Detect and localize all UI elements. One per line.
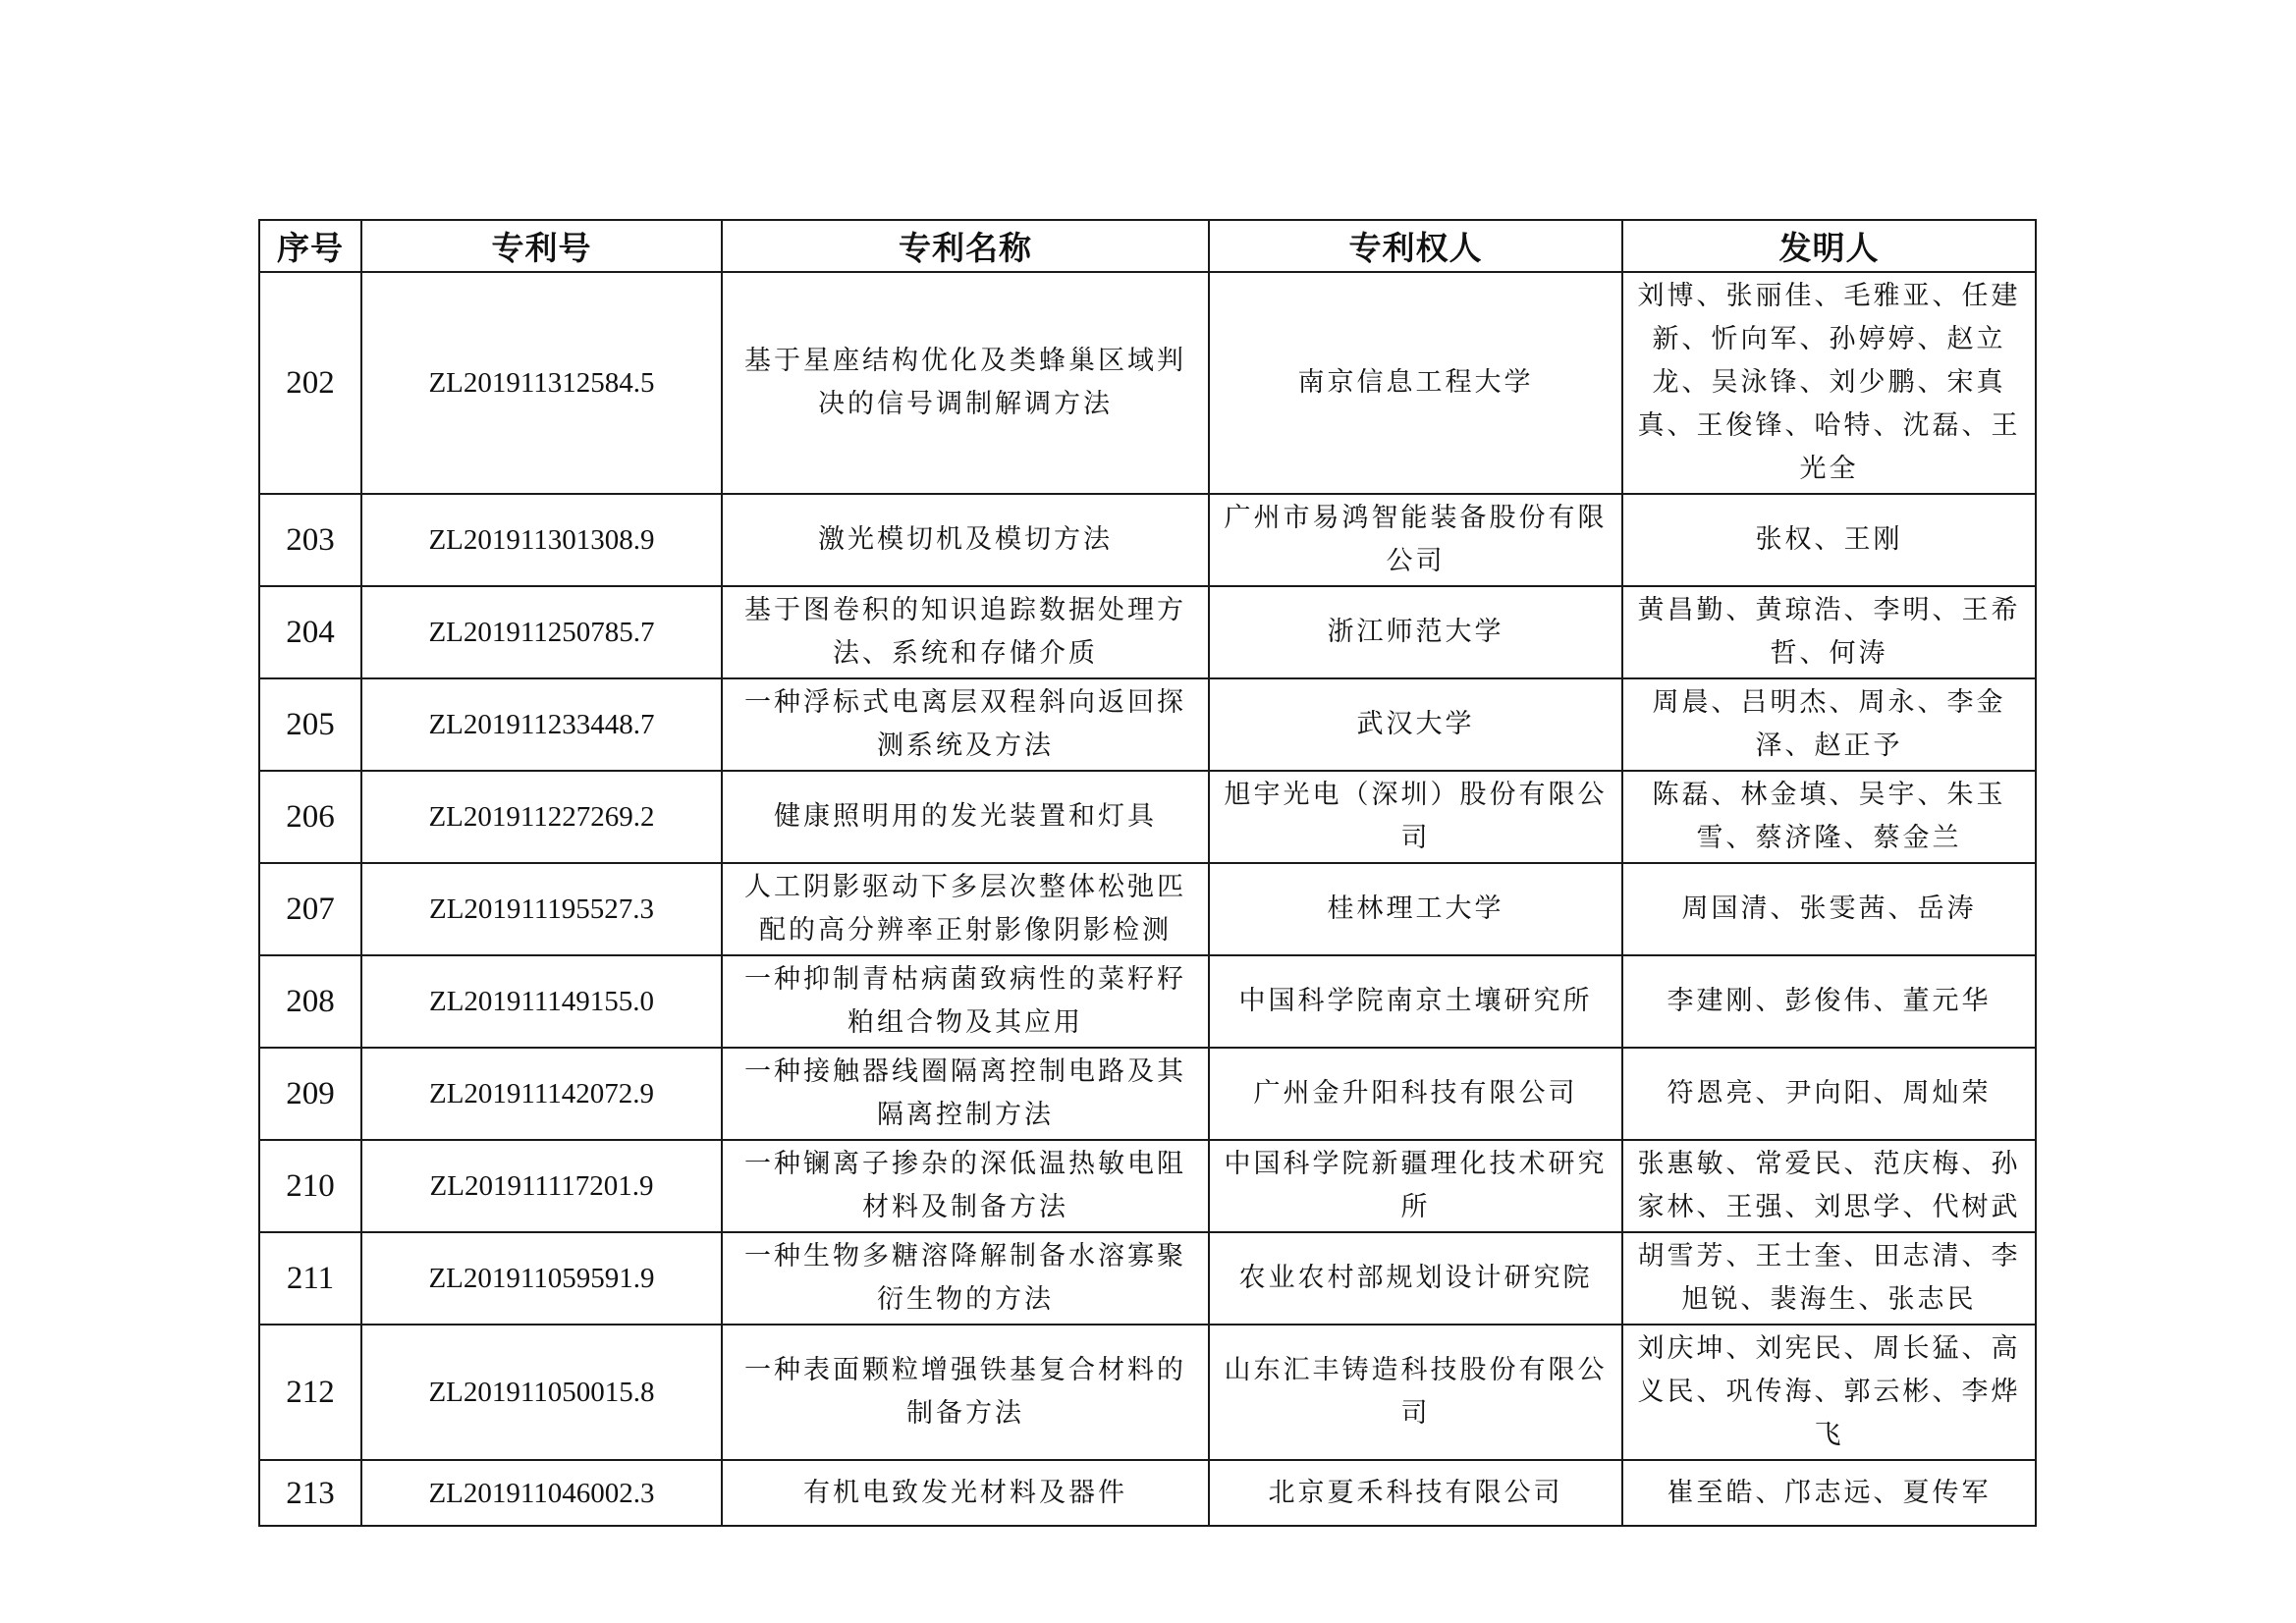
cell-seq: 206 — [259, 771, 361, 863]
cell-patent-name: 激光模切机及模切方法 — [722, 494, 1209, 586]
cell-patent-name: 一种抑制青枯病菌致病性的菜籽籽粕组合物及其应用 — [722, 955, 1209, 1048]
cell-patentee: 南京信息工程大学 — [1209, 272, 1622, 494]
table-row — [259, 586, 2036, 678]
cell-inventors: 胡雪芳、王士奎、田志清、李旭锐、裴海生、张志民 — [1622, 1232, 2036, 1325]
cell-patent-name: 一种镧离子掺杂的深低温热敏电阻材料及制备方法 — [722, 1140, 1209, 1232]
header-patentee: 专利权人 — [1209, 220, 1622, 272]
cell-inventors: 符恩亮、尹向阳、周灿荣 — [1622, 1048, 2036, 1140]
cell-patentee: 中国科学院新疆理化技术研究所 — [1209, 1140, 1622, 1232]
table-row — [259, 1325, 2036, 1460]
cell-seq: 203 — [259, 494, 361, 586]
cell-patent-no: ZL201911312584.5 — [361, 272, 722, 494]
table-row — [259, 1232, 2036, 1325]
table-row — [259, 678, 2036, 771]
cell-patent-no: ZL201911195527.3 — [361, 863, 722, 955]
cell-patentee: 武汉大学 — [1209, 678, 1622, 771]
cell-seq: 202 — [259, 272, 361, 494]
table-row — [259, 1048, 2036, 1140]
cell-seq: 207 — [259, 863, 361, 955]
cell-patent-name: 健康照明用的发光装置和灯具 — [722, 771, 1209, 863]
cell-patentee: 桂林理工大学 — [1209, 863, 1622, 955]
cell-inventors: 崔至皓、邝志远、夏传军 — [1622, 1460, 2036, 1526]
cell-patent-name: 有机电致发光材料及器件 — [722, 1460, 1209, 1526]
cell-inventors: 李建刚、彭俊伟、董元华 — [1622, 955, 2036, 1048]
cell-patentee: 广州市易鸿智能装备股份有限公司 — [1209, 494, 1622, 586]
cell-patent-name: 一种表面颗粒增强铁基复合材料的制备方法 — [722, 1325, 1209, 1460]
cell-patentee: 旭宇光电（深圳）股份有限公司 — [1209, 771, 1622, 863]
cell-patent-name: 一种接触器线圈隔离控制电路及其隔离控制方法 — [722, 1048, 1209, 1140]
cell-seq: 213 — [259, 1460, 361, 1526]
table-header-row — [259, 220, 2036, 272]
header-inventors: 发明人 — [1622, 220, 2036, 272]
header-seq: 序号 — [259, 220, 361, 272]
cell-patent-no: ZL201911250785.7 — [361, 586, 722, 678]
cell-seq: 209 — [259, 1048, 361, 1140]
cell-patent-name: 一种浮标式电离层双程斜向返回探测系统及方法 — [722, 678, 1209, 771]
cell-patentee: 浙江师范大学 — [1209, 586, 1622, 678]
table-row — [259, 272, 2036, 494]
cell-inventors: 刘博、张丽佳、毛雅亚、任建新、忻向军、孙婷婷、赵立龙、吴泳锋、刘少鹏、宋真真、王俊锋、哈特、沈磊、王光全 — [1622, 272, 2036, 494]
table-row — [259, 1140, 2036, 1232]
table-row — [259, 771, 2036, 863]
cell-patent-name: 一种生物多糖溶降解制备水溶寡聚衍生物的方法 — [722, 1232, 1209, 1325]
cell-seq: 212 — [259, 1325, 361, 1460]
cell-patentee: 北京夏禾科技有限公司 — [1209, 1460, 1622, 1526]
cell-seq: 210 — [259, 1140, 361, 1232]
cell-seq: 205 — [259, 678, 361, 771]
cell-seq: 208 — [259, 955, 361, 1048]
cell-inventors: 周国清、张雯茜、岳涛 — [1622, 863, 2036, 955]
cell-patent-name: 基于图卷积的知识追踪数据处理方法、系统和存储介质 — [722, 586, 1209, 678]
patent-table — [258, 219, 2037, 1527]
table-row — [259, 1460, 2036, 1526]
cell-inventors: 周晨、吕明杰、周永、李金泽、赵正予 — [1622, 678, 2036, 771]
cell-inventors: 张权、王刚 — [1622, 494, 2036, 586]
cell-patentee: 山东汇丰铸造科技股份有限公司 — [1209, 1325, 1622, 1460]
header-patent-no: 专利号 — [361, 220, 722, 272]
cell-patent-name: 人工阴影驱动下多层次整体松弛匹配的高分辨率正射影像阴影检测 — [722, 863, 1209, 955]
cell-patent-no: ZL201911301308.9 — [361, 494, 722, 586]
cell-seq: 204 — [259, 586, 361, 678]
cell-patent-no: ZL201911149155.0 — [361, 955, 722, 1048]
table-body — [259, 272, 2036, 1526]
table-row — [259, 863, 2036, 955]
cell-inventors: 刘庆坤、刘宪民、周长猛、高义民、巩传海、郭云彬、李烨飞 — [1622, 1325, 2036, 1460]
cell-seq: 211 — [259, 1232, 361, 1325]
cell-patent-no: ZL201911050015.8 — [361, 1325, 722, 1460]
cell-patentee: 中国科学院南京土壤研究所 — [1209, 955, 1622, 1048]
table-row — [259, 494, 2036, 586]
table-row — [259, 955, 2036, 1048]
cell-inventors: 陈磊、林金填、吴宇、朱玉雪、蔡济隆、蔡金兰 — [1622, 771, 2036, 863]
cell-patent-no: ZL201911059591.9 — [361, 1232, 722, 1325]
cell-patentee: 广州金升阳科技有限公司 — [1209, 1048, 1622, 1140]
cell-patent-no: ZL201911227269.2 — [361, 771, 722, 863]
cell-patentee: 农业农村部规划设计研究院 — [1209, 1232, 1622, 1325]
cell-inventors: 黄昌勤、黄琼浩、李明、王希哲、何涛 — [1622, 586, 2036, 678]
cell-inventors: 张惠敏、常爱民、范庆梅、孙家林、王强、刘思学、代树武 — [1622, 1140, 2036, 1232]
cell-patent-no: ZL201911046002.3 — [361, 1460, 722, 1526]
cell-patent-no: ZL201911142072.9 — [361, 1048, 722, 1140]
cell-patent-name: 基于星座结构优化及类蜂巢区域判决的信号调制解调方法 — [722, 272, 1209, 494]
cell-patent-no: ZL201911117201.9 — [361, 1140, 722, 1232]
header-patent-name: 专利名称 — [722, 220, 1209, 272]
cell-patent-no: ZL201911233448.7 — [361, 678, 722, 771]
